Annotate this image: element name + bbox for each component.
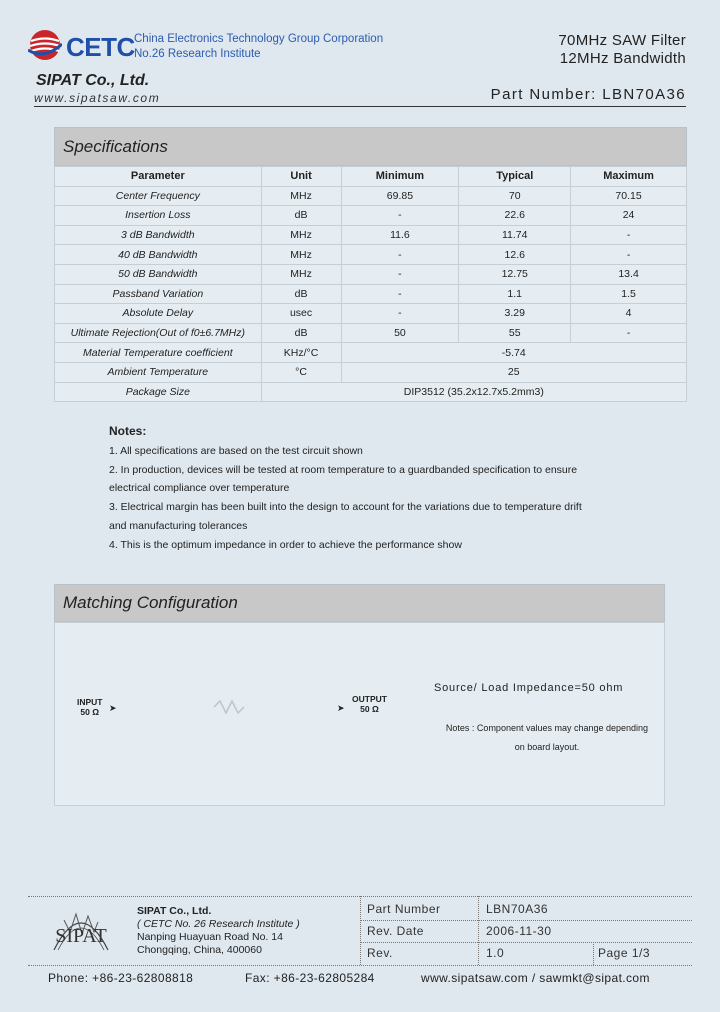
output-label-text: OUTPUT: [352, 694, 387, 704]
unit-cell: dB: [261, 323, 341, 343]
footer-address-1: Nanping Huayuan Road No. 14: [137, 931, 283, 943]
min-cell: -: [341, 304, 459, 324]
footer-phone: Phone: +86-23-62808818: [48, 971, 194, 985]
footer-rev-date-value: 2006-11-30: [486, 924, 552, 938]
cetc-globe-logo-icon: [28, 28, 62, 62]
note-line: 1. All specifications are based on the test circuit shown: [109, 444, 363, 457]
header-divider: [34, 106, 686, 107]
col-header-parameter: Parameter: [55, 167, 262, 187]
footer-institute: ( CETC No. 26 Research Institute ): [137, 918, 300, 930]
footer-col-rule: [360, 896, 361, 965]
param-cell: Ambient Temperature: [55, 362, 262, 382]
table-row: [55, 284, 687, 304]
notes-title: Notes:: [109, 424, 147, 438]
footer-web-email: www.sipatsaw.com / sawmkt@sipat.com: [421, 971, 650, 985]
table-row: [55, 304, 687, 324]
value-cell: 25: [341, 362, 687, 382]
matching-note-line-2: on board layout.: [514, 742, 580, 752]
matching-configuration-panel: [54, 622, 665, 806]
typ-cell: 12.75: [459, 264, 571, 284]
organization-name: [134, 32, 383, 62]
min-cell: -: [341, 264, 459, 284]
output-label: [352, 694, 387, 714]
col-header-unit: Unit: [261, 167, 341, 187]
footer-bottom-rule: [28, 965, 692, 966]
value-cell: DIP3512 (35.2x12.7x5.2mm3): [261, 382, 686, 402]
unit-cell: MHz: [261, 245, 341, 265]
footer-part-number-value: LBN70A36: [486, 902, 549, 916]
specifications-header: Specifications: [54, 127, 687, 166]
matching-note: [437, 719, 657, 757]
typ-cell: 55: [459, 323, 571, 343]
footer-rev-date-key: Rev. Date: [367, 924, 424, 938]
product-title: [558, 32, 686, 68]
param-cell: 50 dB Bandwidth: [55, 264, 262, 284]
min-cell: -: [341, 284, 459, 304]
input-arrow-icon: ➤: [109, 703, 117, 713]
col-header-typical: Typical: [459, 167, 571, 187]
spec-header-row: [55, 167, 687, 187]
product-line-2: 12MHz Bandwidth: [559, 50, 686, 67]
param-cell: Ultimate Rejection(Out of f0±6.7MHz): [55, 323, 262, 343]
col-header-minimum: Minimum: [341, 167, 459, 187]
typ-cell: 11.74: [459, 225, 571, 245]
table-row: [55, 362, 687, 382]
max-cell: 24: [571, 206, 687, 226]
input-impedance: 50 Ω: [80, 707, 100, 717]
param-cell: 3 dB Bandwidth: [55, 225, 262, 245]
footer-company-name: SIPAT Co., Ltd.: [137, 905, 212, 917]
min-cell: 11.6: [341, 225, 459, 245]
value-cell: -5.74: [341, 343, 687, 363]
min-cell: 50: [341, 323, 459, 343]
cetc-logo-text: CETC: [66, 32, 135, 62]
table-row: [55, 323, 687, 343]
unit-cell: MHz: [261, 225, 341, 245]
param-cell: Absolute Delay: [55, 304, 262, 324]
unit-cell: usec: [261, 304, 341, 324]
unit-cell: MHz: [261, 264, 341, 284]
max-cell: -: [571, 225, 687, 245]
note-line: electrical compliance over temperature: [109, 482, 290, 495]
note-line: and manufacturing tolerances: [109, 519, 248, 532]
company-name: SIPAT Co., Ltd.: [36, 72, 150, 89]
footer-col-rule: [478, 896, 479, 965]
param-cell: Passband Variation: [55, 284, 262, 304]
matching-note-line-1: Notes : Component values may change depending: [445, 723, 649, 733]
param-cell: 40 dB Bandwidth: [55, 245, 262, 265]
max-cell: 13.4: [571, 264, 687, 284]
seal-text: SIPAT: [55, 925, 107, 947]
unit-cell: dB: [261, 206, 341, 226]
footer-address-2: Chongqing, China, 400060: [137, 944, 262, 956]
note-line: 2. In production, devices will be tested at room temperature to a guardbanded specification to ensure: [109, 463, 578, 476]
min-cell: -: [341, 245, 459, 265]
company-website: www.sipatsaw.com: [34, 91, 161, 105]
specifications-table: [54, 166, 687, 402]
max-cell: 4: [571, 304, 687, 324]
output-impedance: 50 Ω: [360, 704, 379, 714]
product-line-1: 70MHz SAW Filter: [558, 32, 686, 49]
typ-cell: 1.1: [459, 284, 571, 304]
col-header-maximum: Maximum: [571, 167, 687, 187]
min-cell: 69.85: [341, 186, 459, 206]
table-row: [55, 264, 687, 284]
footer-col-rule: [593, 942, 594, 965]
footer-rev-key: Rev.: [367, 946, 393, 960]
note-line: 4. This is the optimum impedance in order to achieve the performance show: [109, 538, 462, 551]
param-cell: Insertion Loss: [55, 206, 262, 226]
source-load-impedance: Source/ Load Impedance=50 ohm: [434, 682, 624, 694]
faded-filter-symbol-icon: [210, 698, 250, 716]
min-cell: -: [341, 206, 459, 226]
table-row: [55, 245, 687, 265]
footer-row-rule: [360, 942, 692, 943]
table-row: [55, 186, 687, 206]
table-row: [55, 225, 687, 245]
footer-company-block: [137, 905, 300, 957]
max-cell: -: [571, 323, 687, 343]
notes-section: [109, 422, 582, 555]
param-cell: Material Temperature coefficient: [55, 343, 262, 363]
max-cell: 1.5: [571, 284, 687, 304]
unit-cell: °C: [261, 362, 341, 382]
note-line: 3. Electrical margin has been built into the design to account for the variations due to temperature drift: [109, 501, 582, 514]
param-cell: Package Size: [55, 382, 262, 402]
typ-cell: 3.29: [459, 304, 571, 324]
part-number-heading: Part Number: LBN70A36: [490, 86, 686, 103]
typ-cell: 22.6: [459, 206, 571, 226]
input-label-text: INPUT: [77, 697, 103, 707]
footer-page-number: Page 1/3: [598, 946, 651, 960]
organization-line-2: No.26 Research Institute: [134, 48, 261, 60]
footer-part-number-key: Part Number: [367, 902, 441, 916]
param-cell: Center Frequency: [55, 186, 262, 206]
table-row: [55, 206, 687, 226]
organization-line-1: China Electronics Technology Group Corporation: [134, 33, 384, 45]
typ-cell: 12.6: [459, 245, 571, 265]
unit-cell: dB: [261, 284, 341, 304]
table-row: [55, 382, 687, 402]
footer-rev-value: 1.0: [486, 946, 505, 960]
unit-cell: KHz/°C: [261, 343, 341, 363]
typ-cell: 70: [459, 186, 571, 206]
unit-cell: MHz: [261, 186, 341, 206]
table-row: [55, 343, 687, 363]
max-cell: 70.15: [571, 186, 687, 206]
output-arrow-icon: ➤: [337, 703, 345, 713]
sipat-seal-logo-icon: [34, 902, 128, 962]
input-label: [77, 697, 103, 717]
max-cell: -: [571, 245, 687, 265]
footer-row-rule: [360, 920, 692, 921]
matching-header: Matching Configuration: [54, 584, 665, 622]
footer-fax: Fax: +86-23-62805284: [245, 971, 375, 985]
